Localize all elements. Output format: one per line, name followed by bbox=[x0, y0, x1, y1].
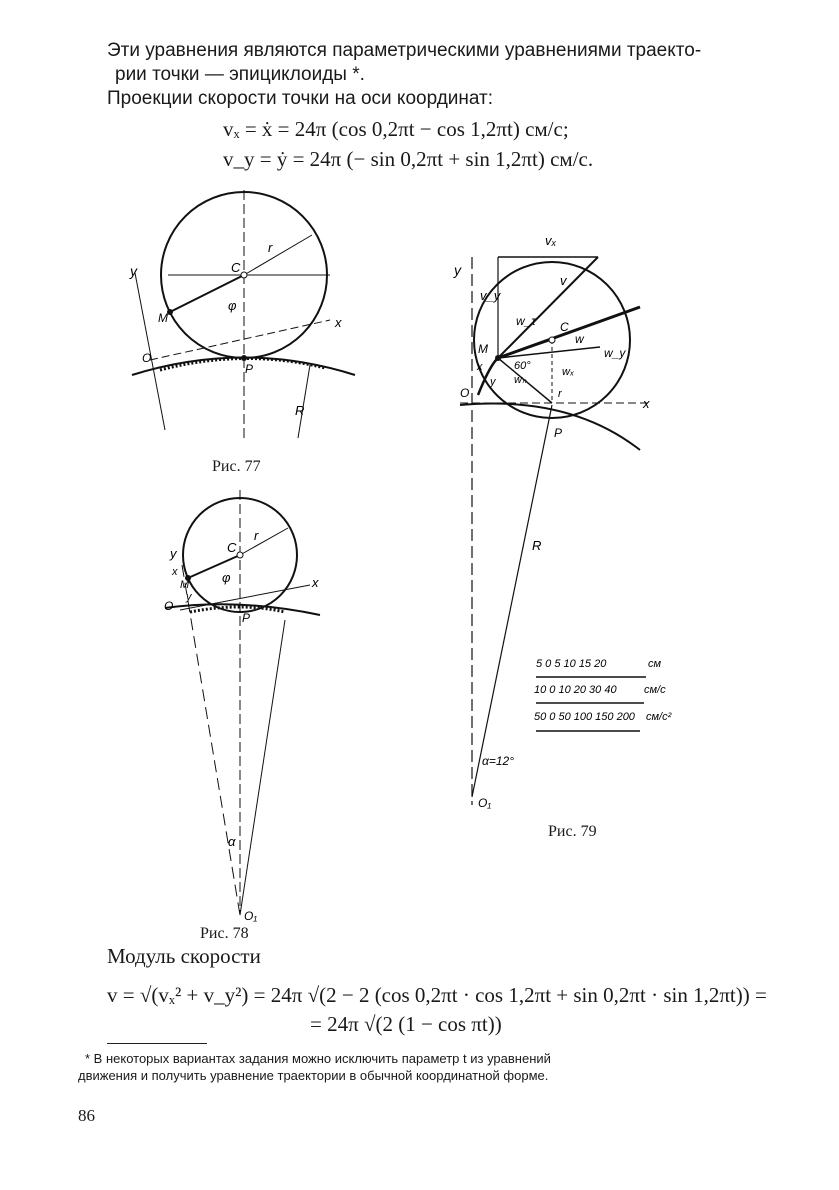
page-number: 86 bbox=[78, 1106, 95, 1125]
fig78-label-o1: O₁ bbox=[244, 909, 258, 923]
fig78-label-o: O bbox=[164, 599, 174, 613]
figure-78 bbox=[160, 490, 340, 925]
fig79-label-m: M bbox=[478, 342, 488, 356]
fig77-label-phi: φ bbox=[228, 298, 237, 313]
fig78-label-alpha: α bbox=[228, 834, 236, 849]
caption-fig-77: Рис. 77 bbox=[212, 458, 261, 475]
figure-79 bbox=[450, 225, 700, 825]
fig77-label-r-big: R bbox=[295, 403, 305, 418]
equation-vy: v_y = ẏ = 24π (− sin 0,2πt + sin 1,2πt) см/с. bbox=[223, 147, 594, 171]
fig78-label-r: r bbox=[254, 528, 259, 543]
paragraph-line-2: рии точки — эпициклоиды *. bbox=[115, 64, 365, 85]
scale-accel-ticks: 50 0 50 100 150 200 bbox=[534, 711, 635, 723]
fig79-label-v: v bbox=[560, 273, 567, 288]
caption-fig-78: Рис. 78 bbox=[200, 925, 249, 942]
fig79-label-r-big: R bbox=[532, 538, 542, 553]
fig79-label-wt: w_τ bbox=[516, 314, 536, 328]
fig79-label-y: y bbox=[454, 262, 461, 278]
fig79-label-wn: wₙ bbox=[514, 374, 527, 386]
fig79-label-w: w bbox=[575, 332, 584, 346]
fig78-label-m: M bbox=[180, 579, 190, 591]
scale-length-unit: см bbox=[648, 658, 662, 670]
paragraph-line-1: Эти уравнения являются параметрическими уравнениями траекто- bbox=[107, 40, 702, 61]
fig79-label-p: P bbox=[554, 426, 563, 440]
fig79-label-angle: 60° bbox=[514, 360, 531, 372]
fig79-label-wy: w_y bbox=[604, 346, 626, 360]
fig79-label-x: x bbox=[643, 396, 650, 411]
heading-speed-modulus: Модуль скорости bbox=[107, 944, 261, 968]
fig79-label-x-small: x bbox=[477, 361, 483, 373]
fig79-label-r: r bbox=[558, 388, 562, 400]
fig79-label-vx: vₓ bbox=[545, 233, 557, 248]
fig77-label-p: P bbox=[245, 362, 254, 376]
fig78-label-y: y bbox=[170, 546, 177, 561]
fig78-label-c: C bbox=[227, 540, 237, 555]
scale-velocity-ticks: 10 0 10 20 30 40 bbox=[534, 684, 617, 696]
fig77-label-o: O bbox=[142, 351, 152, 365]
fig78-label-phi: φ bbox=[222, 570, 231, 585]
fig79-label-o: O bbox=[460, 386, 470, 400]
fig79-label-vy: v_y bbox=[480, 288, 501, 303]
caption-fig-79: Рис. 79 bbox=[548, 823, 597, 840]
fig79-label-wx: wₓ bbox=[562, 366, 575, 378]
paragraph-line-3: Проекции скорости точки на оси координат: bbox=[107, 88, 494, 109]
fig78-label-x-small: x bbox=[172, 566, 178, 578]
fig78-label-x: x bbox=[312, 575, 319, 590]
equation-speed-2: = 24π √(2 (1 − cos πt)) bbox=[310, 1012, 502, 1036]
fig77-label-c: C bbox=[231, 260, 241, 275]
scale-velocity-unit: см/с bbox=[644, 684, 666, 696]
footnote-line-2: движения и получить уравнение траектории в обычной координатной форме. bbox=[78, 1068, 549, 1083]
equation-vx: vₓ = ẋ = 24π (cos 0,2πt − cos 1,2πt) см/с; bbox=[223, 117, 569, 141]
fig79-label-o1: O₁ bbox=[478, 796, 492, 810]
fig79-label-alpha: α=12° bbox=[482, 754, 514, 768]
fig77-label-y: y bbox=[130, 263, 137, 279]
fig78-label-y-small: y bbox=[186, 591, 192, 603]
footnote-line-1: * В некоторых вариантах задания можно исключить параметр t из уравнений bbox=[85, 1051, 551, 1066]
fig77-label-m: M bbox=[158, 311, 168, 325]
equation-speed-1: v = √(vₓ² + v_y²) = 24π √(2 − 2 (cos 0,2πt · cos 1,2πt + sin 0,2πt · sin 1,2πt)) = bbox=[107, 983, 767, 1007]
fig79-label-c: C bbox=[560, 320, 569, 334]
scale-length-ticks: 5 0 5 10 15 20 bbox=[536, 658, 607, 670]
fig77-label-r: r bbox=[268, 240, 273, 255]
fig77-label-x: x bbox=[335, 315, 342, 330]
fig79-label-y-small: y bbox=[490, 376, 496, 388]
figure-77 bbox=[120, 190, 370, 450]
fig78-label-p: P bbox=[242, 611, 251, 625]
scale-accel-unit: см/с² bbox=[646, 711, 672, 723]
footnote-rule bbox=[107, 1043, 207, 1044]
